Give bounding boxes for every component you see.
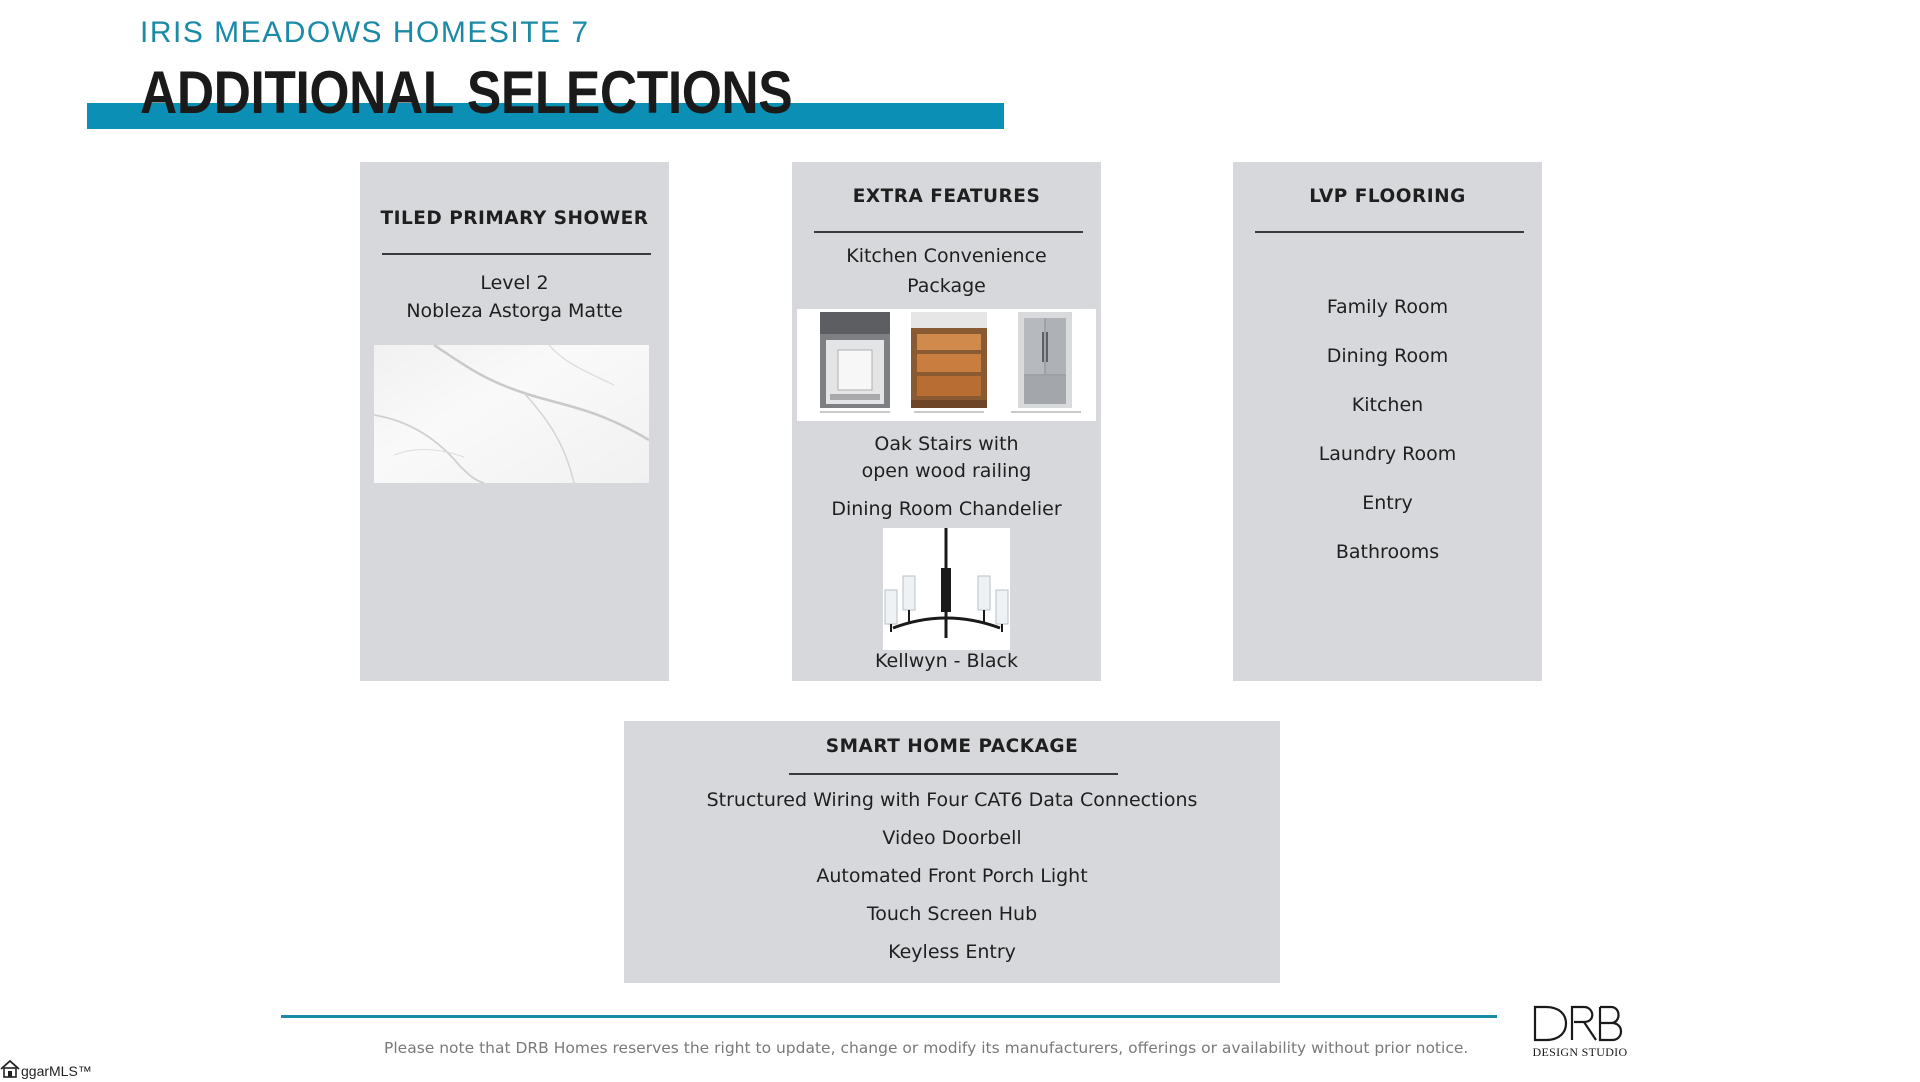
mls-watermark bbox=[0, 1062, 92, 1080]
lvp-room: Dining Room bbox=[1326, 345, 1449, 367]
divider bbox=[814, 231, 1083, 233]
house-icon bbox=[0, 1060, 20, 1082]
panel-title: LVP FLOORING bbox=[1309, 186, 1466, 207]
panel-tiled-primary-shower bbox=[360, 162, 669, 681]
tile-name: Nobleza Astorga Matte bbox=[406, 300, 623, 322]
chandelier-label: Dining Room Chandelier bbox=[831, 498, 1062, 520]
logo-subtitle: DESIGN STUDIO bbox=[1532, 1045, 1628, 1059]
divider bbox=[789, 773, 1118, 775]
chandelier-photo bbox=[883, 528, 1010, 650]
photo-caption bbox=[1011, 411, 1081, 413]
panel-smart-home-package bbox=[624, 721, 1280, 983]
smart-home-item: Touch Screen Hub bbox=[866, 903, 1038, 925]
tile-level: Level 2 bbox=[480, 272, 549, 294]
lvp-room: Bathrooms bbox=[1335, 541, 1440, 563]
lvp-room: Entry bbox=[1362, 492, 1413, 514]
panel-title: TILED PRIMARY SHOWER bbox=[380, 208, 649, 229]
oak-stairs-line2: open wood railing bbox=[861, 460, 1032, 482]
photo-caption bbox=[820, 411, 890, 413]
panel-extra-features bbox=[792, 162, 1101, 681]
oak-stairs-line1: Oak Stairs with bbox=[874, 433, 1019, 455]
divider bbox=[382, 253, 651, 255]
disclaimer-text: Please note that DRB Homes reserves the right to update, change or modify its manufacturers, offerings or availability without prior notice. bbox=[384, 1039, 1469, 1057]
smart-home-item: Structured Wiring with Four CAT6 Data Connections bbox=[706, 789, 1198, 811]
chandelier-name: Kellwyn - Black bbox=[875, 650, 1018, 672]
footer-rule bbox=[281, 1015, 1497, 1018]
smart-home-item: Keyless Entry bbox=[888, 941, 1016, 963]
lvp-room: Laundry Room bbox=[1318, 443, 1457, 465]
pull-out-trash-photo bbox=[820, 312, 890, 408]
divider bbox=[1255, 231, 1524, 233]
panel-title: SMART HOME PACKAGE bbox=[825, 736, 1079, 757]
smart-home-item: Video Doorbell bbox=[882, 827, 1022, 849]
watermark-text: ggarMLS™ bbox=[21, 1063, 92, 1079]
roll-out-trays-photo bbox=[911, 312, 981, 408]
lvp-room: Kitchen bbox=[1351, 394, 1424, 416]
kitchen-package-line2: Package bbox=[907, 275, 986, 297]
panel-title: EXTRA FEATURES bbox=[852, 186, 1041, 207]
lvp-room: Family Room bbox=[1326, 296, 1449, 318]
page-subtitle: IRIS MEADOWS HOMESITE 7 bbox=[140, 16, 590, 49]
page-title: ADDITIONAL SELECTIONS bbox=[140, 59, 793, 126]
marble-tile-image bbox=[374, 345, 649, 483]
kitchen-convenience-photos bbox=[797, 309, 1096, 421]
smart-home-item: Automated Front Porch Light bbox=[816, 865, 1088, 887]
panel-lvp-flooring bbox=[1233, 162, 1542, 681]
kitchen-package-line1: Kitchen Convenience bbox=[846, 245, 1047, 267]
refrigerator-photo bbox=[1018, 312, 1088, 408]
photo-caption bbox=[914, 411, 984, 413]
